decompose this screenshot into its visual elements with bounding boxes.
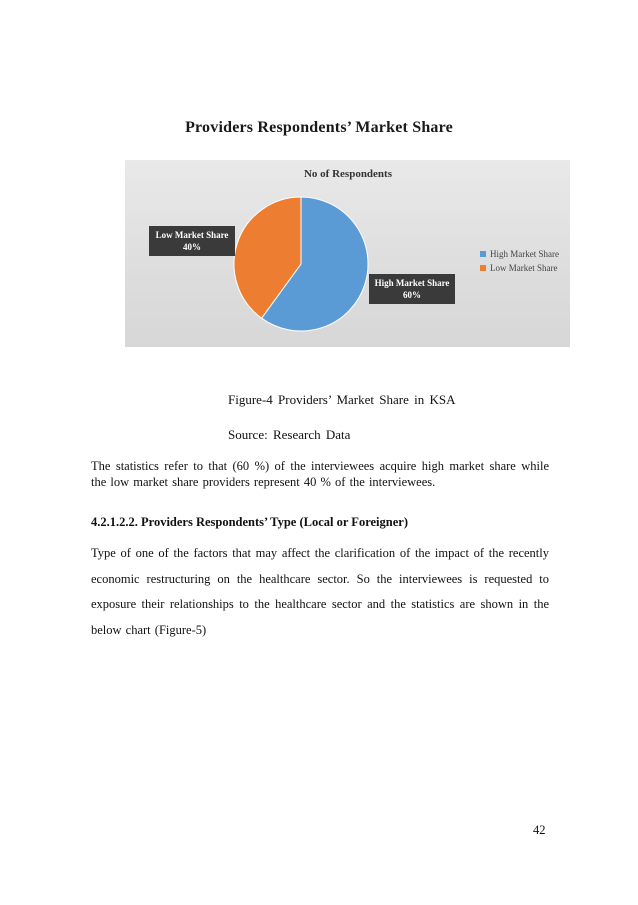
svg-text:High Market Share: High Market Share (374, 278, 450, 288)
svg-text:Low Market Share: Low Market Share (490, 263, 558, 273)
section-heading: 4.2.1.2.2. Providers Respondents’ Type (Local or Foreigner) (91, 515, 408, 529)
figure-source: Source: Research Data (228, 427, 351, 442)
svg-text:High Market Share: High Market Share (490, 249, 559, 259)
figure-title: Providers Respondents’ Market Share (185, 119, 453, 136)
svg-text:60%: 60% (403, 290, 421, 300)
svg-text:Low Market Share: Low Market Share (155, 230, 229, 240)
page-number: 42 (533, 823, 546, 837)
figure-caption: Figure-4 Providers’ Market Share in KSA (228, 392, 456, 407)
paragraph-statistics: The statistics refer to that (60 %) of the interviewees acquire high market share while the low market share providers represent 40 % of the interviewees. (91, 459, 549, 489)
chart-title: No of Respondents (303, 168, 393, 180)
paragraph-type: Type of one of the factors that may affect the clarification of the impact of the recently economic restructuring on the healthcare sector. So the interviewees is requested to exposure their relationships to the healthcare sector and the statistics are shown in the below chart (Figure-5) (91, 546, 549, 637)
svg-text:40%: 40% (183, 242, 201, 252)
data-label-high-market-share (369, 274, 455, 304)
legend-item-low-market-share (480, 263, 557, 273)
legend-item-high-market-share (480, 249, 559, 259)
data-label-low-market-share (149, 226, 235, 256)
pie-chart (125, 160, 570, 347)
